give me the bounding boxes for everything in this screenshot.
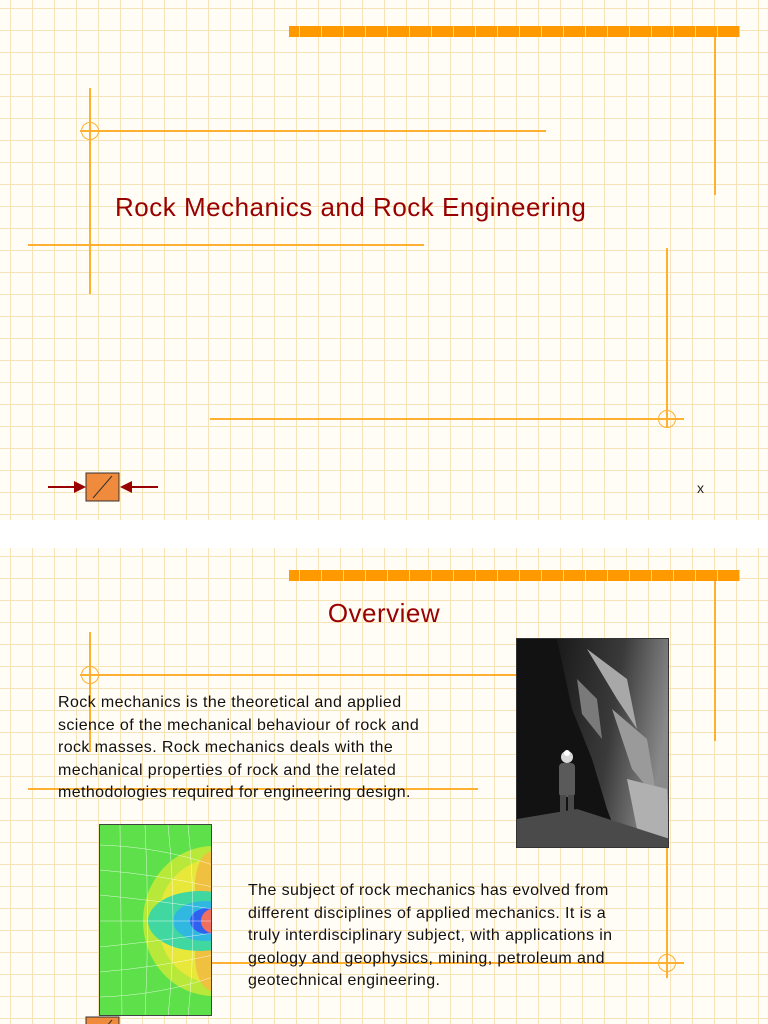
text-line: The subject of rock mechanics has evolved from: [248, 882, 609, 899]
text-line: Rock mechanics is the theoretical and applied: [58, 694, 402, 711]
text-line: mechanical properties of rock and the related: [58, 761, 397, 779]
guide-line-title-underline: [28, 244, 424, 246]
stress-contour-mesh: [99, 824, 212, 1016]
slide-overview: [0, 548, 768, 1024]
accent-bar-top: [289, 570, 740, 581]
text-line: truly interdisciplinary subject, with applications in: [248, 927, 613, 944]
guide-line-right-vertical: [714, 37, 716, 195]
guide-line-upper-horizontal: [80, 130, 546, 132]
accent-bar-top: [289, 26, 740, 37]
guide-line-lower-horizontal: [210, 418, 684, 420]
overview-paragraph-1: [58, 692, 419, 805]
guide-ring-upper-left: [81, 666, 99, 684]
mine-tunnel-photo: [516, 638, 669, 848]
guide-line-upper-horizontal: [80, 674, 516, 676]
overview-paragraph-2: [248, 880, 612, 993]
text-line: science of the mechanical behaviour of rock and: [58, 716, 420, 734]
guide-line-right-lower-vertical: [666, 248, 668, 428]
text-line: geology and geophysics, mining, petroleum and: [248, 949, 605, 967]
text-line: different disciplines of applied mechanics. It is a: [248, 904, 607, 922]
text-line: geotechnical engineering.: [248, 972, 441, 989]
compressed-block-icon: [46, 1016, 160, 1024]
guide-ring-lower-right: [658, 410, 676, 428]
compressed-block-icon: [46, 472, 160, 502]
text-line: rock masses. Rock mechanics deals with the: [58, 739, 394, 756]
guide-line-left-vertical: [89, 88, 91, 294]
page-marker: x: [697, 480, 704, 496]
guide-ring-upper-left: [81, 122, 99, 140]
text-line: methodologies required for engineering design.: [58, 784, 411, 801]
guide-ring-lower-right: [658, 954, 676, 972]
slide-title-text: Overview: [327, 598, 441, 628]
slide-title-text: Rock Mechanics and Rock Engineering: [115, 192, 587, 222]
